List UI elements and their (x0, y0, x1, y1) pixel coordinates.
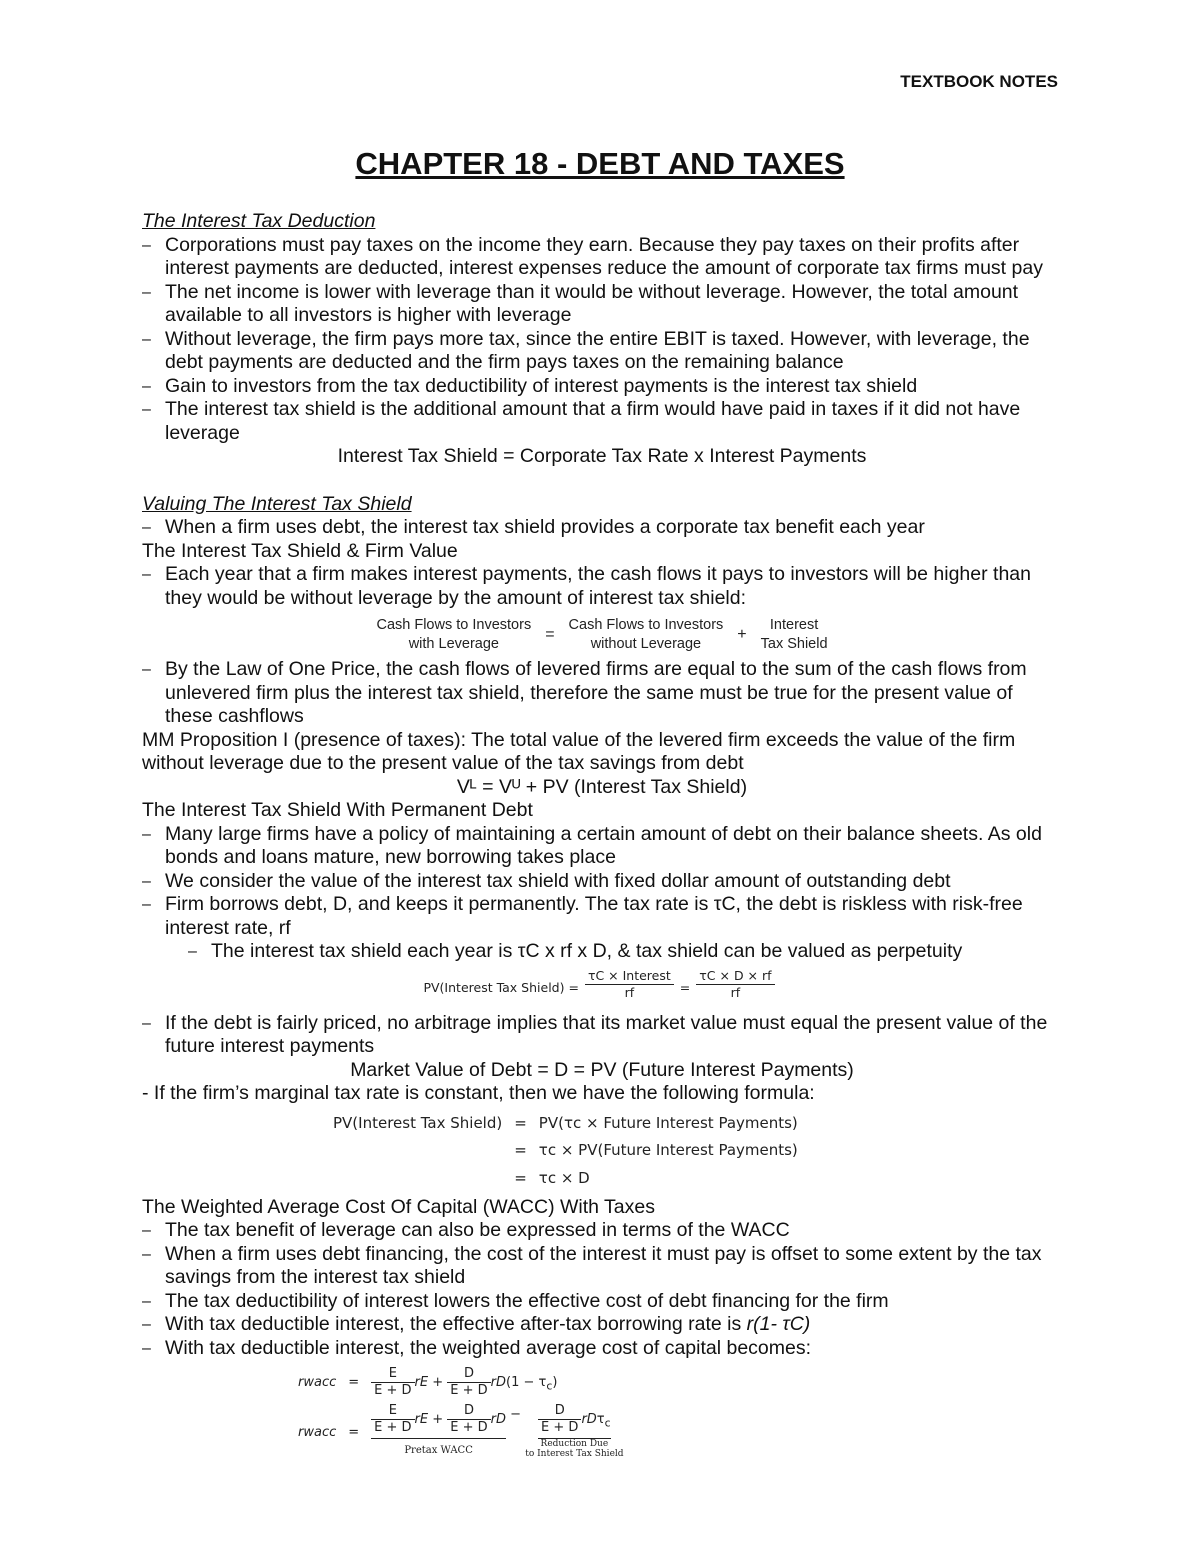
numerator: τC × D × rf (696, 968, 774, 985)
cost-debt: rD (490, 1375, 507, 1390)
pretax-wacc-label: Pretax WACC (404, 1445, 473, 1456)
denominator: E + D (450, 1383, 488, 1398)
market-value-formula: Market Value of Debt = D = PV (Future Interest Payments) (350, 1058, 854, 1081)
cost-debt: rD (581, 1412, 597, 1427)
equation-table: PV(Interest Tax Shield) = PV(τc × Future Interest Payments) = τc × PV(Future Interest Payments) = τc × D (327, 1110, 804, 1193)
list-item: – By the Law of One Price, the cash flows of levered firms are equal to the sum of the cash flows from unlevered firm plus the interest tax shield, therefore the same must be true for the present value of these cashflows (142, 658, 1062, 729)
list-item: – When a firm uses debt, the interest tax shield provides a corporate tax benefit each year (142, 516, 1062, 540)
list-item: – The tax deductibility of interest lowers the effective cost of debt financing for the firm (142, 1290, 1062, 1314)
reduction-label-line: Reduction Due (540, 1439, 609, 1449)
content-body (142, 210, 1062, 1465)
section-heading-wacc: The Weighted Average Cost Of Capital (WACC) With Taxes (142, 1195, 655, 1218)
fraction (585, 968, 674, 1001)
header-label: TEXTBOOK NOTES (900, 72, 1058, 91)
list-item: – Each year that a firm makes interest payments, the cash flows it pays to investors will be higher than they would be without leverage by the amount of interest tax shield: (142, 563, 1062, 610)
bullet-list (142, 823, 1062, 941)
equation-lhs: PV(Interest Tax Shield) = (423, 979, 579, 995)
reduction-group: $\frac{D}{E + D}$ rDτ$_c$ Reduction Due to Interest Tax Shield (525, 1403, 624, 1459)
list-item: – The tax benefit of leverage can also be expressed in terms of the WACC (142, 1219, 1062, 1243)
numerator: τC × Interest (585, 968, 674, 985)
fraction (371, 1403, 414, 1436)
wacc-symbol: rwacc (298, 1374, 337, 1390)
mm-proposition-text: MM Proposition I (presence of taxes): The total value of the levered firm exceeds the value of the firm without leverage due to the present value of the tax savings from debt (142, 728, 1016, 774)
bullet-list (142, 234, 1062, 446)
denominator: rf (730, 984, 741, 1000)
list-item: – Firm borrows debt, D, and keeps it permanently. The tax rate is τC, the debt is riskless with risk-free interest rate, rf (142, 893, 1062, 940)
list-item: – The net income is lower with leverage than it would be without leverage. However, the total amount available to all investors is higher with leverage (142, 281, 1062, 328)
wacc-table: rwacc = $\frac{E}{E + D}$ rE + $\frac{D}{E + D}$ $rD(1 - \tau_c)$ rwacc = $\frac{E}{E + D}$ rE + $\frac{D}{E + D}$ rD Pretax WACC − $\frac{D}{E + D}$ rDτ$_c$ Reduction Due to Interest Tax Shield (292, 1364, 630, 1465)
section-heading-valuing-tax-shield: Valuing The Interest Tax Shield (142, 492, 412, 515)
cf-tax-shield (761, 616, 828, 654)
fraction (447, 1403, 490, 1436)
plus-sign: + (737, 626, 747, 644)
list-item: – Many large firms have a policy of maintaining a certain amount of debt on their balance sheets. As old bonds and loans mature, new borrowing takes place (142, 823, 1062, 870)
cf-with-leverage (376, 616, 531, 654)
fraction (371, 1366, 414, 1399)
numerator: E (371, 1366, 414, 1383)
fraction (696, 968, 774, 1001)
cf-label: Tax Shield (760, 636, 828, 652)
equation-rhs: PV(τc × Future Interest Payments) (538, 1113, 798, 1132)
list-item: – When a firm uses debt financing, the cost of the interest it must pay is offset to some extent by the tax savings from the interest tax shield (142, 1243, 1062, 1290)
page-title: CHAPTER 18 - DEBT AND TAXES (355, 146, 845, 181)
list-item: – With tax deductible interest, the weighted average cost of capital becomes: (142, 1337, 1062, 1361)
cash-flow-formula (142, 612, 1062, 658)
list-item: – The interest tax shield is the additional amount that a firm would have paid in taxes if it did not have leverage (142, 398, 1062, 445)
cf-label: without Leverage (590, 636, 702, 652)
list-item: – Gain to investors from the tax deductibility of interest payments is the interest tax shield (142, 375, 1062, 399)
wacc-equation (142, 1364, 1062, 1465)
cf-label: with Leverage (408, 636, 499, 652)
pv-perpetuity-equation: PV(Interest Tax Shield) = $\frac{\text{τC × Interest}}{rf}$ = $\frac{\tau C \times D \times rf}{rf}$ (142, 964, 1062, 1012)
cf-label: Cash Flows to Investors (568, 617, 724, 633)
list-item (142, 1313, 1062, 1337)
bullet-list (142, 516, 1062, 540)
cf-label: Cash Flows to Investors (376, 617, 532, 633)
equation-rhs: τc × D (538, 1168, 590, 1187)
wacc-symbol: rwacc (298, 1425, 337, 1440)
cf-without-leverage (569, 616, 724, 654)
pv-tax-shield-equation-block (142, 1106, 1062, 1190)
aftertax-text: With tax deductible interest, the effective after-tax borrowing rate is (165, 1313, 747, 1335)
fraction (538, 1403, 581, 1436)
bullet-list (142, 658, 1062, 729)
section-heading-interest-tax-deduction: The Interest Tax Deduction (142, 210, 376, 232)
subheading-firm-value: The Interest Tax Shield & Firm Value (142, 539, 458, 562)
denominator: E + D (374, 1420, 412, 1435)
marginal-tax-text: - If the firm’s marginal tax rate is constant, then we have the following formula: (142, 1082, 815, 1104)
numerator: D (447, 1403, 490, 1420)
equation-lhs: PV(Interest Tax Shield) (333, 1113, 503, 1132)
list-item: – We consider the value of the interest tax shield with fixed dollar amount of outstanding debt (142, 870, 1062, 894)
list-item: – Without leverage, the firm pays more tax, since the entire EBIT is taxed. However, with leverage, the debt payments are deducted and the firm pays taxes on the remaining balance (142, 328, 1062, 375)
denominator: E + D (541, 1420, 579, 1435)
list-item: – If the debt is fairly priced, no arbitrage implies that its market value must equal the present value of the future interest payments (142, 1012, 1062, 1059)
equation-rhs: τc × PV(Future Interest Payments) (538, 1141, 798, 1159)
equals-sign: = (545, 626, 555, 644)
sub-bullet-list (142, 940, 1062, 964)
reduction-label (525, 1439, 623, 1459)
subheading-permanent-debt: The Interest Tax Shield With Permanent Debt (142, 799, 533, 821)
list-item: – The interest tax shield each year is τC x rf x D, & tax shield can be valued as perpetuity (188, 940, 1062, 964)
numerator: D (538, 1403, 581, 1420)
numerator: E (371, 1403, 414, 1420)
interest-tax-shield-formula: Interest Tax Shield = Corporate Tax Rate x Interest Payments (337, 445, 867, 467)
pretax-wacc-group: $\frac{E}{E + D}$ rE + $\frac{D}{E + D}$ rD Pretax WACC (371, 1403, 506, 1463)
bullet-list (142, 1219, 1062, 1360)
denominator: rf (624, 984, 635, 1000)
denominator: E + D (450, 1420, 488, 1435)
cost-debt: rD (490, 1412, 507, 1427)
cost-equity: rE (414, 1375, 429, 1390)
cf-label: Interest (769, 617, 819, 633)
reduction-label-line: to Interest Tax Shield (525, 1449, 624, 1459)
fraction (447, 1366, 490, 1399)
denominator: E + D (374, 1383, 412, 1398)
aftertax-formula: r(1- τC) (746, 1313, 811, 1335)
cost-equity: rE (414, 1412, 429, 1427)
list-item: – Corporations must pay taxes on the income they earn. Because they pay taxes on their profits after interest payments are deducted, interest expenses reduce the amount of corporate tax firms must pay (142, 234, 1062, 281)
bullet-list (142, 1012, 1062, 1059)
bullet-list (142, 563, 1062, 610)
numerator: D (447, 1366, 490, 1383)
mm-formula: Vᴸ = Vᵁ + PV (Interest Tax Shield) (456, 775, 748, 798)
